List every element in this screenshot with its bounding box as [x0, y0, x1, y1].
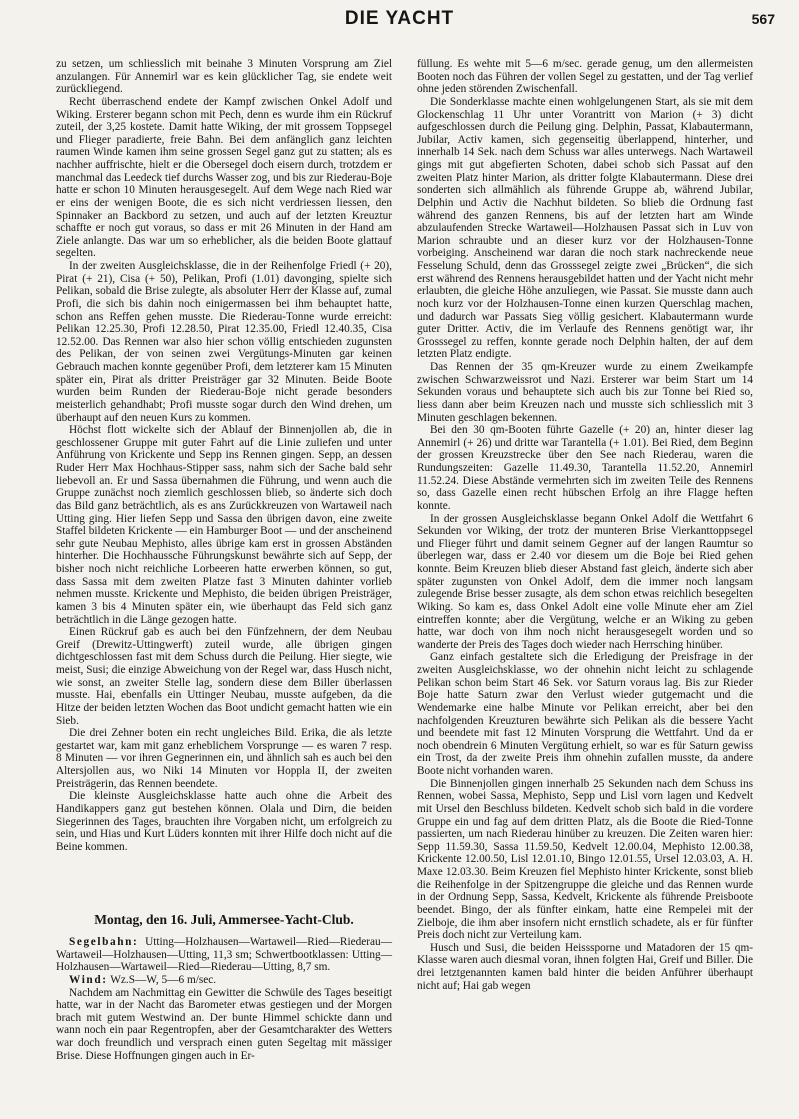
- running-title: DIE YACHT: [344, 8, 455, 29]
- section-body: [56, 936, 392, 1062]
- paragraph: Nachdem am Nachmittag ein Gewitter die Schwüle des Tages beseitigt hatte, war in der Nacht das Barometer etwas gestiegen und der Morgen brach mit gutem Westwind an. Der bunte Himmel schickte dann und wann noch ein paar Regentropfen, aber der Gesamtcharakter des Wetters war doch freundlich und versprach einen guten Segeltag mit mässiger Brise. Diese Hoffnungen gingen auch in Er-: [56, 986, 392, 1062]
- paragraph: Husch und Susi, die beiden Heisssporne und Matadoren der 15 qm-Klasse waren auch diesmal voran, ihnen folgten Hai, Greif und Biller. Die drei letztgenannten kamen bald hinter die beiden Anführer überhaupt nicht auf; Hai gab wegen: [417, 941, 753, 992]
- paragraph: Die kleinste Ausgleichsklasse hatte auch ohne die Arbeit des Handikappers ganz gut bestehen können. Olala und Dirn, die beiden Siegerinnen des Tages, brauchten ihre Vorgaben nicht, um erfolgreich zu sein, und Hias und Kurt Lüders konnten mit ihrer Hilfe doch nicht auf die Beine kommen.: [56, 790, 392, 853]
- paragraph: Bei den 30 qm-Booten führte Gazelle (+ 20) an, hinter dieser lag Annemirl (+ 26) und dritte war Tarantella (+ 1.01). Bei Ried, dem Beginn der grossen Kreuzstrecke über den See nach Riederau, waren die Rundungszeiten: Gazelle 11.49.30, Tarantella 11.52.20, Annemirl 11.52.24. Diese Abstände vermehrten sich im zweiten Teile des Rennens so, dass Gazelle einen recht hübschen Erfolg an ihre Flagge heften konnte.: [417, 424, 753, 512]
- right-column: [417, 58, 753, 992]
- wind-text: Wz.S—W, 5—6 m/sec.: [110, 973, 217, 986]
- section-heading: Montag, den 16. Juli, Ammersee-Yacht-Club.: [94, 912, 354, 927]
- wind-line: [56, 974, 392, 987]
- paragraph: füllung. Es wehte mit 5—6 m/sec. gerade genug, um den allermeisten Booten noch das Führen der vollen Segel zu gestatten, und der Tag verlief ohne jeden störenden Zwischenfall.: [417, 58, 753, 96]
- paragraph: Die drei Zehner boten ein recht ungleiches Bild. Erika, die als letzte gestartet war, kam mit ganz erheblichem Vorsprunge — es waren 7 resp. 8 Minuten — vor ihren Gegnerinnen ein, und ähnlich sah es auch bei den Altersjollen aus, wo Niki 14 Minuten vor Hoppla II, der zweiten Preisträgerin, das Rennen beendete.: [56, 727, 392, 790]
- paragraph: Die Binnenjollen gingen innerhalb 25 Sekunden nach dem Schuss ins Rennen, wobei Sassa, Mephisto, Sepp und Lisl vorn lagen und Kedvelt mit Ursel den Beschluss bildeten. Kedvelt schob sich bald in die vordere Gruppe ein und fag auf dem dritten Platz, als die Boote die Ried-Tonne passierten, um nach Riederau hinüber zu kreuzen. Die Zeiten waren hier: Sepp 11.59.30, Sassa 11.59.50, Kedvelt 12.00.04, Mephisto 12.00.38, Krickente 12.00.50, Lisl 12.01.10, Bingo 12.01.55, Ursel 12.03.03, A. H. Maxe 12.03.30. Beim Kreuzen fiel Mephisto hinter Krickente, sonst blieb die Reihenfolge in der Spitzengruppe die gleiche und das Rennen wurde in der Ordnung Sepp, Sassa, Kedvelt, Krickente als führende Preisboote beendet. Bingo, der als fünfter einkam, hatte eine Rempelei mit der Zielboje, die ihm aber insofern nicht ernstlich schadete, als er für fünfter Preis doch nicht zur Verteilung kam.: [417, 777, 753, 942]
- paragraph: Einen Rückruf gab es auch bei den Fünfzehnern, der dem Neubau Greif (Drewitz-Uttingwerft) zuteil wurde, alle übrigen gingen dichtgeschlossen fast mit dem Schuss durch die Peilung. Hier siegte, wie meist, Susi; die einzige Abweichung von der Regel war, dass Husch nicht, wie sonst, an zweiter Stelle lag, sondern diese dem Biller überlassen musste. Hai, ebenfalls ein Uttinger Neubau, musste aufgeben, da die Hitze der beiden letzten Wochen das Boot undicht gemacht hatten wie ein Sieb.: [56, 626, 392, 727]
- course-text: Utting—Holzhausen—Wartaweil—Ried—Riederau—Wartaweil—Holzhausen—Utting, 11,3 sm; Schwertbootklassen: Utting—Holzhausen—Wartaweil—Ried—Riederau—Utting, 8,7 sm.: [56, 936, 392, 974]
- paragraph: Recht überraschend endete der Kampf zwischen Onkel Adolf und Wiking. Ersterer begann schon mit Pech, denn es wurde ihm ein Rückruf zuteil, der 3,25 kostete. Damit hatte Wiking, der mit grossem Toppsegel und Flieger paradierte, freie Bahn. Bei dem anfänglich ganz leichten raumen Winde kamen ihm seine grossen Segel ganz gut zu statten; als es nachher auffrischte, hielt er die Obersegel doch eisern durch, trotzdem er manchmal das Leedeck tief durchs Wasser zog, und bis zur Riederau-Boje hatte er schon 10 Minuten herausgesegelt. Auf dem Wege nach Ried war er eins der wenigen Boote, die es sich nicht verdriessen liessen, den Spinnaker an Backbord zu setzen, und auch auf der letzten Kreuztur schaffte er noch gut voraus, so dass er mit 26 Minuten in der Hand am Ziele anlangte. Das war um so erheblicher, als die beiden Boote glattauf segelten.: [56, 95, 392, 260]
- page-number: 567: [751, 11, 775, 27]
- paragraph: Höchst flott wickelte sich der Ablauf der Binnenjollen ab, die in geschlossener Gruppe mit guter Fahrt auf die Linie zuliefen und unter Anführung von Krickente und Sepp ins Rennen gingen. Sepp, an dessen Ruder Herr Max Hochhaus-Stipper sass, nahm sich der Sache bald sehr liebevoll an. Er und Sassa übernahmen die Führung, und wenn auch die Gruppe zunächst noch ziemlich geschlossen blieb, so änderte sich doch das Bild ganz beträchtlich, als es ans Zurückkreuzen von Wartaweil nach Utting ging. Hier liefen Sepp und Sassa den übrigen davon, eine zweite Staffel bildeten Krickente — ein Hamburger Boot — und der anscheinend sehr gute Neubau Mephisto, alles übrige kam erst in grossen Abständen hinterher. Die Hochhaussche Führungskunst bewährte sich auf Sepp, der bisher noch nicht reichliche Lorbeeren hatte erwerben können, so gut, dass Sassa mit dem zweiten Platze fast 3 Minuten dahinter vorlieb nehmen musste. Krickente und Mephisto, die beiden übrigen Preisträger, kamen 3 bis 4 Minuten später ein, wie überhaupt das Feld sich ganz beträchtlich in die Länge gezogen hatte.: [56, 424, 392, 626]
- left-column: [56, 58, 392, 853]
- paragraph: Die Sonderklasse machte einen wohlgelungenen Start, als sie mit dem Glockenschlag 11 Uhr unter Vorantritt von Marion (+ 3) dicht aufgeschlossen durch die Peilung ging. Delphin, Passat, Klabautermann, Jubilar, Activ kamen, sich gegenseitig überlappend, hinterher, und innerhalb 14 Sek. nach dem Schuss war alles unterwegs. Nach Wartaweil gings mit gut abgefierten Schoten, dabei schob sich Passat auf den zweiten Platz hinter Marion, als dritter folgte Klabautermann. Diese drei sonderten sich allmählich als führende Gruppe ab, während Jubilar, Delphin und Activ die Nachhut bildeten. So blieb die Ordnung fast während des ganzen Rennens, bis auf der letzten hart am Winde abzulaufenden Strecke Wartaweil—Holzhausen Passat sich in Luv von Marion schraubte und an dieser kurz vor der Holzhausen-Tonne vorbeiging. Anscheinend war daran die noch stark nachreckende neue Fesselung Schuld, denn das Grosssegel zeigte zwei „Brücken“, die sich erst während des Rennens herausgebildet hatten und der Yacht nicht mehr erlaubten, die gleiche Höhe anzuliegen, wie Passat. Sie musste dann auch noch kurz vor der Holzhausen-Tonne einen kurzen Querschlag machen, und dadurch war Passats Sieg völlig gesichert. Klabautermann wurde guter Dritter. Activ, die im Verlaufe des Rennens genötigt war, ihr Grosssegel zu reffen, konnte gerade noch Delphin halten, der auf dem letzten Platz endigte.: [417, 95, 753, 361]
- course-label: Segelbahn:: [69, 936, 139, 948]
- page-header: [0, 8, 799, 30]
- wind-label: Wind:: [69, 973, 108, 986]
- paragraph: In der grossen Ausgleichsklasse begann Onkel Adolf die Wettfahrt 6 Sekunden vor Wiking, der trotz der munteren Brise Vierkanttoppsegel und Flieger führt und damit seinem Gegner auf der langen Raumtur so überlegen war, dass er 2.40 vor diesem um die Boje bei Ried gehen konnte. Beim Kreuzen blieb dieser Abstand fast gleich, änderte sich aber später zugunsten von Onkel Adolf, dem die immer noch langsam zulegende Brise besser zusagte, als dem schon etwas reichlich besegelten Wiking. So kam es, dass Onkel Adolt eine volle Minute eher am Ziel eintreffen konnte; aber die Vergütung, welche er an Wiking zu geben hatte, war doch von ihm noch nicht herausgesegelt worden und so wanderte der Preis des Tages doch wieder nach Herrsching hinüber.: [417, 512, 753, 651]
- paragraph: In der zweiten Ausgleichsklasse, die in der Reihenfolge Friedl (+ 20), Pirat (+ 21), Cisa (+ 50), Pelikan, Profi (1.01) davonging, spielte sich Pelikan, sobald die Brise zulegte, als absoluter Herr der Klasse auf, zumal Profi, die sich bis dahin noch einigermassen bei ihm behauptet hatte, schon ans Reffen gehen musste. Die Riederau-Tonne wurde erreicht: Pelikan 12.25.30, Profi 12.28.50, Pirat 12.35.00, Friedl 12.40.35, Cisa 12.52.00. Das Rennen war also hier schon völlig entschieden zugunsten des Pelikan, der von seinen zwei Vergütungs-Minuten gar keinen Gebrauch machen konnte gegenüber Profi, dem letzterer kam 15 Minuten später ein, Pirat als dritter Preisträger gar 32 Minuten. Beide Boote wurden beim Runden der Riederau-Boje nicht gerade besonders meisterlich gehandhabt; Profi musste sogar durch den Wind drehen, um überhaupt auf den neuen Kurs zu kommen.: [56, 260, 392, 424]
- paragraph: Das Rennen der 35 qm-Kreuzer wurde zu einem Zweikampfe zwischen Schwarzweissrot und Nazi. Ersterer war beim Start um 14 Sekunden voraus und behauptete sich auch bis zur Tonne bei Ried so, liess dann aber beim Kreuzen nach und musste sich schliesslich mit 3 Minuten geschlagen bekennen.: [417, 361, 753, 424]
- paragraph: Ganz einfach gestaltete sich die Erledigung der Preisfrage in der zweiten Ausgleichsklasse, wo der ohnehin nicht leicht zu schlagende Pelikan schon beim Start 46 Sek. vor Saturn voraus lag. Bis zur Rieder Boje hatte Saturn zwar den Verlust wieder gutgemacht und die Wendemarke eine halbe Minute vor Pelikan erreicht, aber bei den nachfolgenden Kreuzturen bewährte sich Pelikan als die bessere Yacht und beendete mit fast 12 Minuten Vorsprung die Wettfahrt. Und da er noch obendrein 6 Minuten Vergütung erhielt, so war es für Saturn gewiss ein Trost, da der zweite Preis ihm ohnehin zufallen musste, da andere Boote nicht vorhanden waren.: [417, 651, 753, 777]
- paragraph: zu setzen, um schliesslich mit beinahe 3 Minuten Vorsprung am Ziel anzulangen. Für Annemirl war es kein glücklicher Tag, sie endete weit zurückliegend.: [56, 58, 392, 96]
- course-line: [56, 936, 392, 974]
